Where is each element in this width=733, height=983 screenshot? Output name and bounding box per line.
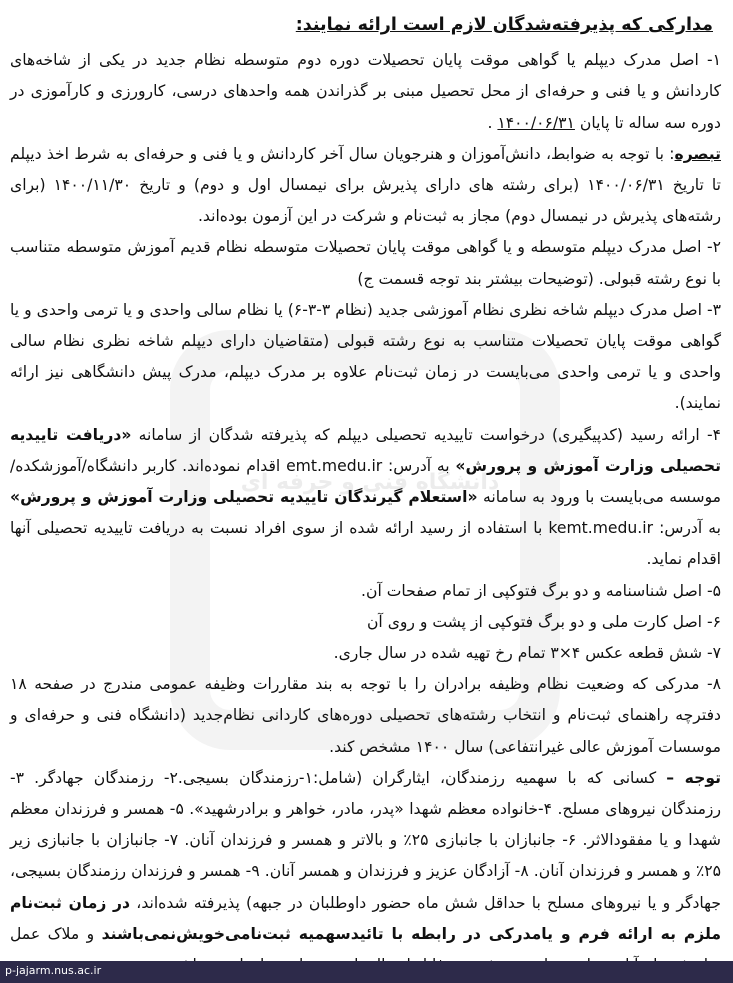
footer-bar [0,961,733,983]
note-paragraph: تبصره: با توجه به ضوابط، دانش‌آموزان و هنرجویان سال آخر کاردانش و یا فنی و حرفه‌ای به شرط اخذ دیپلم تا تاریخ ۱۴۰۰/۰۶/۳۱ (برای رشته های دارای پذیرش برای نیمسال اول و دوم) و تاریخ ۱۴۰۰/۱۱/۳۰ (برای رشته‌های پذیرش در نیمسال دوم) مجاز به ثبت‌نام و شرکت در این آزمون بوده‌اند. [10,144,721,226]
item-8: ۸- مدرکی که وضعیت نظام وظیفه برادران را با توجه به بند مقاررات وظیفه عمومی مندرج در صفحه ۱۸ دفترچه راهنمای ثبت‌نام و انتخاب رشته‌های تحصیلی دوره‌های کاردانی نظام‌جدید (دانشگاه فنی و حرفه‌ای و موسسات آموزش عالی غیرانتفاعی) سال ۱۴۰۰ مشخص کند. [10,675,721,756]
item-1: ۱- اصل مدرک دیپلم یا گواهی موقت پایان تحصیلات دوره دوم متوسطه نظام جدید در یکی از شاخه‌های کاردانش و یا فنی و حرفه‌ای از محل تحصیل مبنی بر گذراندن همه واحدهای درسی، کارورزی و کارآموزی در دوره سه ساله تا پایان ۱۴۰۰/۰۶/۳۱ . [10,51,721,132]
item-2: ۲- اصل مدرک دیپلم متوسطه و یا گواهی موقت پایان تحصیلات متوسطه نظام قدیم آموزش متوسطه متناسب با نوع رشته قبولی. (توضیحات بیشتر بند توجه قسمت ج) [10,238,721,288]
footer-url: p-jajarm.nus.ac.ir [5,964,102,977]
item-4: ۴- ارائه رسید (کدپیگیری) درخواست تاییدیه تحصیلی دیپلم که پذیرفته شدگان از سامانه «دریافت تاییدیه تحصیلی وزارت آموزش و پرورش» به آدرس: emt.medu.ir اقدام نموده‌اند. کاربر دانشگاه/آموزشکده/موسسه می‌بایست با ورود به سامانه «استعلام گیرندگان تاییدیه تحصیلی وزارت آموزش و پرورش» به آدرس: kemt.medu.ir با استفاده از رسید ارائه شده از سوی افراد نسبت به دریافت تاییدیه تحصیلی آنها اقدام نماید. [10,425,721,569]
url-emt: emt.medu.ir [286,456,383,475]
attention-paragraph: توجه – کسانی که با سهمیه رزمندگان، ایثارگران (شامل:۱-رزمندگان بسیجی.۲- رزمندگان جهادگر. ۳- رزمندگان نیروهای مسلح. ۴-خانواده معظم شهدا «پدر، مادر، خواهر و برادرشهید». ۵- همسر و فرزندان معظم شهدا و یا مفقودالاثر. ۶- جانبازان با جانبازی ۲۵٪ و بالاتر و همسر و فرزندان آنان. ۷- جانبازان با جانبازی زیر ۲۵٪ و همسر و فرزندان آنان. ۸- آزادگان عزیز و فرزندان و همسر آنان. ۹- همسر و فرزندان رزمندگان بسیجی، جهادگر و یا نیروهای مسلح با حداقل شش ماه حضور داوطلبان در جبهه) پذیرفته شده‌اند، در زمان ثبت‌نام ملزم به ارائه فرم و یامدرکی در رابطه با تائیدسهمیه ثبت‌نامی‌خویش‌نمی‌باشند و ملاک عمل [10,768,721,943]
item-3: ۳- اصل مدرک دیپلم شاخه نظری نظام آموزشی جدید (نظام ۳-۳-۶) یا نظام سالی واحدی و یا ترمی واحدی و یا گواهی موقت پایان تحصیلات متناسب به نوع رشته قبولی (متقاضیان دارای دیپلم شاخه نظری نظام سالی واحدی و یا ترمی واحدی می‌بایست در زمان ثبت‌نام علاوه بر مدرک دیپلم، مدرک پیش دانشگاهی نیز ارائه نمایند). [10,300,721,413]
item-7: ۷- شش قطعه عکس ۴×۳ تمام رخ تهیه شده در سال جاری. [333,644,721,663]
item-6: ۶- اصل کارت ملی و دو برگ فتوکپی از پشت و روی آن [366,612,721,631]
note-label: تبصره [674,144,721,163]
item-5: ۵- اصل شناسنامه و دو برگ فتوکپی از تمام صفحات آن. [361,581,721,600]
attention-label: توجه – [666,768,721,787]
attention-bold: در زمان ثبت‌نام ملزم به ارائه فرم و یامدرکی در رابطه با تائیدسهمیه ثبت‌نامی‌خویش‌نمی‌باشند [10,893,721,943]
url-kemt: kemt.medu.ir [548,519,654,538]
page-title: مدارکی که پذیرفته‌شدگان لازم است ارائه نمایند: [295,15,713,35]
item-1-date: ۱۴۰۰/۰۶/۳۱ [497,113,575,132]
watermark-text: دانشگاه فنی و حرفه ای [240,470,500,495]
